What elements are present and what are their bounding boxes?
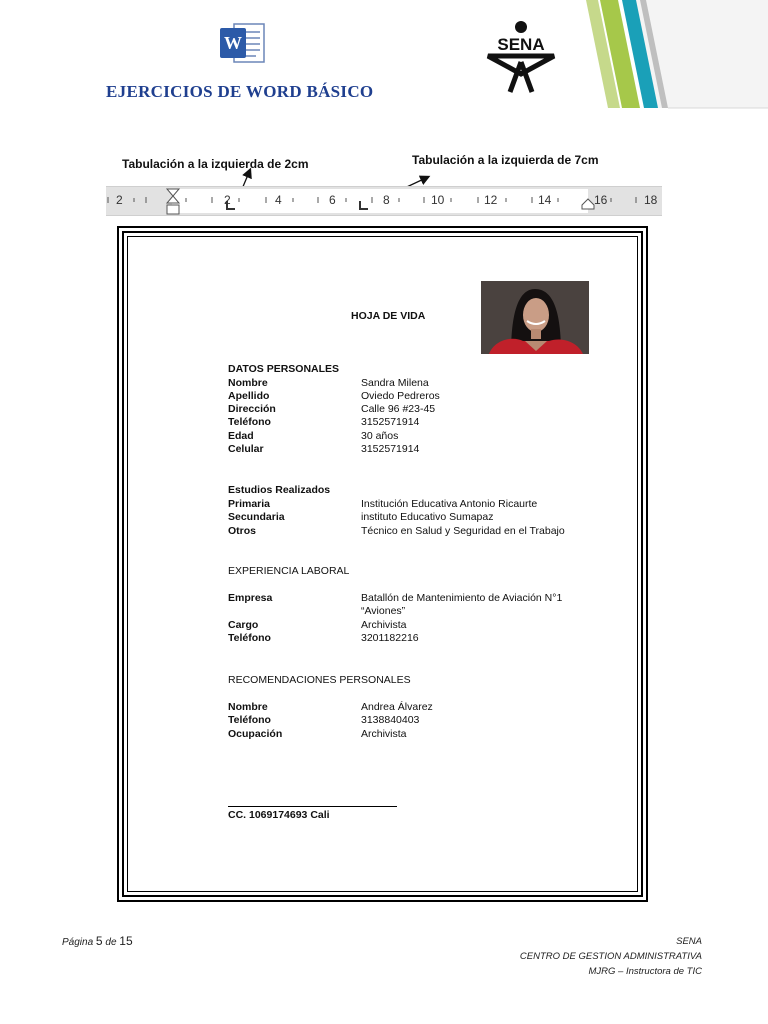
field-label: Cargo	[228, 619, 259, 631]
field-value: Andrea Álvarez	[361, 701, 433, 713]
ms-word-icon	[216, 18, 268, 70]
field-value-continued: “Aviones”	[361, 605, 406, 617]
ruler-label: 4	[275, 193, 282, 207]
field-value: Institución Educativa Antonio Ricaurte	[361, 498, 538, 510]
field-label: Celular	[228, 443, 264, 455]
ruler-label: 2	[224, 193, 231, 207]
field-label: Nombre	[228, 701, 268, 713]
field-value: Sandra Milena	[361, 377, 429, 389]
ruler-label: 12	[484, 193, 498, 207]
corner-decoration	[578, 0, 768, 110]
field-value: Oviedo Pedreros	[361, 390, 440, 402]
field-value: 3138840403	[361, 714, 420, 726]
field-value: Batallón de Mantenimiento de Aviación N°1	[361, 592, 563, 604]
section-heading: EXPERIENCIA LABORAL	[228, 565, 350, 577]
ruler-label: 14	[538, 193, 552, 207]
field-label: Nombre	[228, 377, 268, 389]
field-label: Secundaria	[228, 511, 285, 523]
signature-id: CC. 1069174693 Cali	[228, 809, 330, 821]
ruler-label: 16	[594, 193, 608, 207]
annotation-left-tab-7cm: Tabulación a la izquierda de 7cm	[412, 153, 599, 167]
signature-line	[228, 806, 397, 807]
field-label: Dirección	[228, 403, 276, 415]
page-word: Página	[62, 937, 94, 948]
profile-photo	[481, 281, 589, 354]
field-label: Teléfono	[228, 632, 271, 644]
sena-logo	[482, 18, 560, 94]
field-value: Archivista	[361, 728, 407, 740]
field-label: Teléfono	[228, 416, 271, 428]
page-current: 5	[95, 934, 103, 948]
footer-author: MJRG – Instructora de TIC	[588, 966, 702, 977]
ruler-label: 2	[116, 193, 123, 207]
page-title: EJERCICIOS DE WORD BÁSICO	[106, 82, 374, 101]
field-label: Apellido	[228, 390, 270, 402]
sena-logo-text: SENA	[497, 35, 545, 54]
ruler-label: 10	[431, 193, 445, 207]
section-heading: DATOS PERSONALES	[228, 363, 340, 375]
ruler[interactable]	[106, 186, 662, 216]
field-label: Primaria	[228, 498, 271, 510]
field-value: Archivista	[361, 619, 407, 631]
field-value: 3152571914	[361, 443, 420, 455]
left-tab-stop-7cm-icon	[360, 201, 368, 209]
field-value: 30 años	[361, 430, 399, 442]
page-of: de	[105, 937, 117, 948]
field-value: instituto Educativo Sumapaz	[361, 511, 494, 523]
page-total: 15	[119, 934, 133, 948]
indent-marker-icon	[167, 189, 179, 214]
field-label: Otros	[228, 525, 257, 537]
document-title: HOJA DE VIDA	[351, 310, 426, 322]
ruler-label: 8	[383, 193, 390, 207]
footer-center: CENTRO DE GESTION ADMINISTRATIVA	[519, 951, 702, 962]
ruler-label: 6	[329, 193, 336, 207]
ruler-label: 18	[644, 193, 658, 207]
section-heading: RECOMENDACIONES PERSONALES	[228, 674, 411, 686]
field-value: Calle 96 #23-45	[361, 403, 436, 415]
field-label: Edad	[228, 430, 254, 442]
field-value: 3201182216	[361, 632, 419, 644]
page-number	[62, 934, 133, 948]
field-label: Teléfono	[228, 714, 271, 726]
field-value: Técnico en Salud y Seguridad en el Trabajo	[361, 525, 565, 537]
footer-org: SENA	[676, 936, 702, 947]
field-label: Ocupación	[228, 728, 283, 740]
right-indent-marker-icon	[582, 199, 594, 209]
field-value: 3152571914	[361, 416, 420, 428]
annotation-left-tab-2cm: Tabulación a la izquierda de 2cm	[122, 157, 309, 171]
section-heading: Estudios Realizados	[228, 484, 331, 496]
svg-text:W: W	[224, 33, 242, 53]
field-label: Empresa	[228, 592, 273, 604]
